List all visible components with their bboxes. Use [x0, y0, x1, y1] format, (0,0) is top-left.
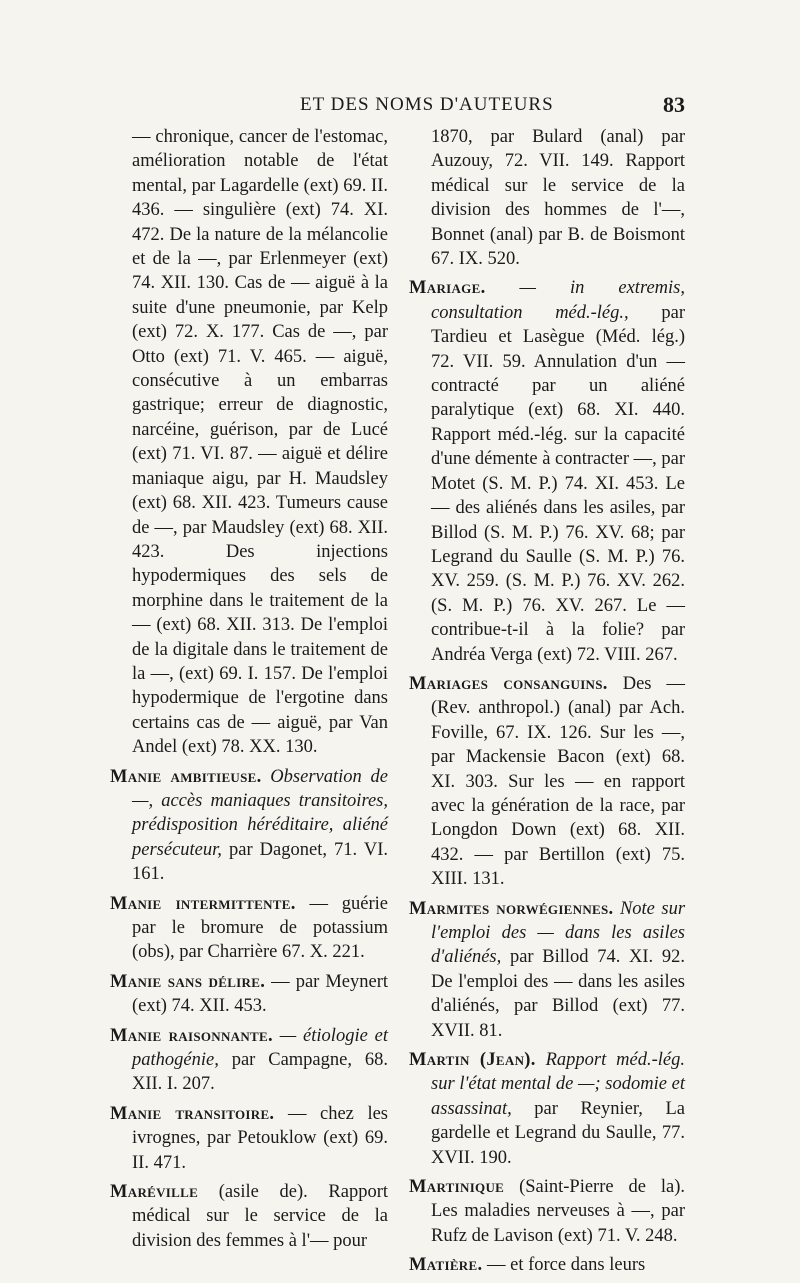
entry-text: (asile de). Rapport médical sur le service de la division des femmes à l'— pour: [132, 1182, 388, 1251]
index-entry: [110, 892, 388, 965]
entry-heading: Manie ambitieuse.: [110, 766, 262, 787]
entry-text: Des —(Rev. anthropol.) (anal) par Ach. Foville, 67. IX. 126. Sur les —, par Mackensie Bacon (ext) 68. XI. 303. Sur les — en rapport avec la génération de la race, par Longdon Down (ext) 68. XII. 432. — par Bertillon (ext) 75. XIII. 131.: [431, 673, 685, 890]
entry-text: par Campagne, 68. XII. I. 207.: [132, 1050, 388, 1095]
entry-text: par Tardieu et Lasègue (Méd. lég.) 72. VII. 59. Annulation d'un — contracté par un aliéné paralytique (ext) 68. XI. 440. Rapport méd.-lég. sur la capacité d'une démente à contracter —, par Motet (S. M. P.) 74. XI. 453. Le — des aliénés dans les asiles, par Billod (S. M. P.) 76. XV. 68; par Legrand du Saulle (S. M. P.) 76. XV. 259. (S. M. P.) 76. XV. 262. (S. M. P.) 76. XV. 267. Le — contribue-t-il à la folie? par Andréa Verga (ext) 72. VIII. 267.: [431, 302, 685, 665]
entry-text: par Dagonet, 71. VI. 161.: [132, 839, 389, 885]
entry-heading: Maréville: [110, 1182, 199, 1203]
right-column: [409, 125, 685, 1283]
index-entry: [409, 672, 685, 892]
entry-title: Rapport méd.-lég. sur l'état mental de —; sodomie et assassinat,: [431, 1050, 685, 1119]
entry-text: (Saint-Pierre de la). Les maladies nerveuses à —, par Rufz de Lavison (ext) 71. V. 248.: [431, 1177, 686, 1246]
entry-heading: Manie intermittente.: [110, 893, 296, 914]
entry-title: Observation de —, accès maniaques transitoires, prédisposition héréditaire, aliéné persécuteur,: [132, 766, 388, 860]
page-number: 83: [663, 92, 685, 117]
entry-text: — chez les ivrognes, par Petouklow (ext) 69. II. 471.: [132, 1103, 389, 1173]
index-entry-continuation: [110, 125, 388, 760]
index-entry: [409, 897, 685, 1043]
index-entry-continuation: [409, 125, 685, 271]
page-header: [100, 92, 685, 122]
entry-text: — par Meynert (ext) 74. XII. 453.: [132, 971, 389, 1017]
entry-text: 1870, par Bulard (anal) par Auzouy, 72. VII. 149. Rapport médical sur le service de la division des hommes de l'—, Bonnet (anal) par B. de Boismont 67. IX. 520.: [431, 127, 685, 270]
entry-title: — in extremis, consultation méd.-lég.,: [431, 278, 685, 323]
index-entry: [110, 765, 388, 887]
entry-heading: Martin (Jean).: [409, 1050, 536, 1071]
entry-heading: Marmites norwégiennes.: [409, 898, 614, 919]
index-entry: [409, 276, 685, 667]
entry-heading: Manie raisonnante.: [110, 1025, 273, 1046]
entry-heading: Martinique: [409, 1177, 505, 1198]
entry-text: — chronique, cancer de l'estomac, amélioration notable de l'état mental, par Lagardelle (ext) 69. II. 436. — singulière (ext) 74. XI. 472. De la nature de la mélancolie et de la —, par Erlenmeyer (ext) 74. XII. 130. Cas de — aiguë à la suite d'une pneumonie, par Kelp (ext) 72. X. 177. Cas de —, par Otto (ext) 71. V. 465. — aiguë, consécutive à un embarras gastrique; erreur de diagnostic, narcéine, guérison, par de Lucé (ext) 71. VI. 87. — aiguë et délire maniaque aigu, par H. Maudsley (ext) 68. XII. 423. Tumeurs cause de —, par Maudsley (ext) 68. XII. 423. Des injections hypodermiques des sels de morphine dans le traitement de la — (ext) 68. XII. 313. De l'emploi de la digitale dans le traitement de la —, (ext) 69. I. 157. De l'emploi hypodermique de l'ergotine dans certains cas de — aiguë, par Van Andel (ext) 78. XX. 130.: [132, 127, 388, 758]
entry-text: par Billod 74. XI. 92. De l'emploi des — dans les asiles d'aliénés, par Billod (ext) 77. XVII. 81.: [431, 947, 686, 1041]
index-entry: [110, 1102, 388, 1175]
entry-title: Note sur l'emploi des — dans les asiles d'aliénés,: [431, 898, 686, 968]
entry-heading: Mariage.: [409, 278, 486, 299]
entry-heading: Mariages consanguins.: [409, 673, 608, 694]
index-entry: [409, 1175, 685, 1248]
entry-text: — et force dans leurs: [487, 1255, 646, 1276]
index-entry: [110, 970, 388, 1019]
index-entry: [409, 1253, 685, 1277]
entry-text: par Reynier, La gardelle et Legrand du Saulle, 77. XVII. 190.: [431, 1098, 685, 1168]
index-entry: [110, 1180, 388, 1253]
entry-heading: Manie transitoire.: [110, 1103, 275, 1124]
entry-heading: Matière.: [409, 1255, 483, 1276]
entry-heading: Manie sans délire.: [110, 971, 266, 992]
entry-text: — guérie par le bromure de potassium (obs), par Charrière 67. X. 221.: [132, 893, 388, 963]
index-entry: [409, 1048, 685, 1170]
running-title: ET DES NOMS D'AUTEURS: [300, 94, 554, 115]
index-entry: [110, 1024, 388, 1097]
left-column: [110, 125, 388, 1258]
entry-title: — étiologie et pathogénie,: [132, 1025, 388, 1071]
